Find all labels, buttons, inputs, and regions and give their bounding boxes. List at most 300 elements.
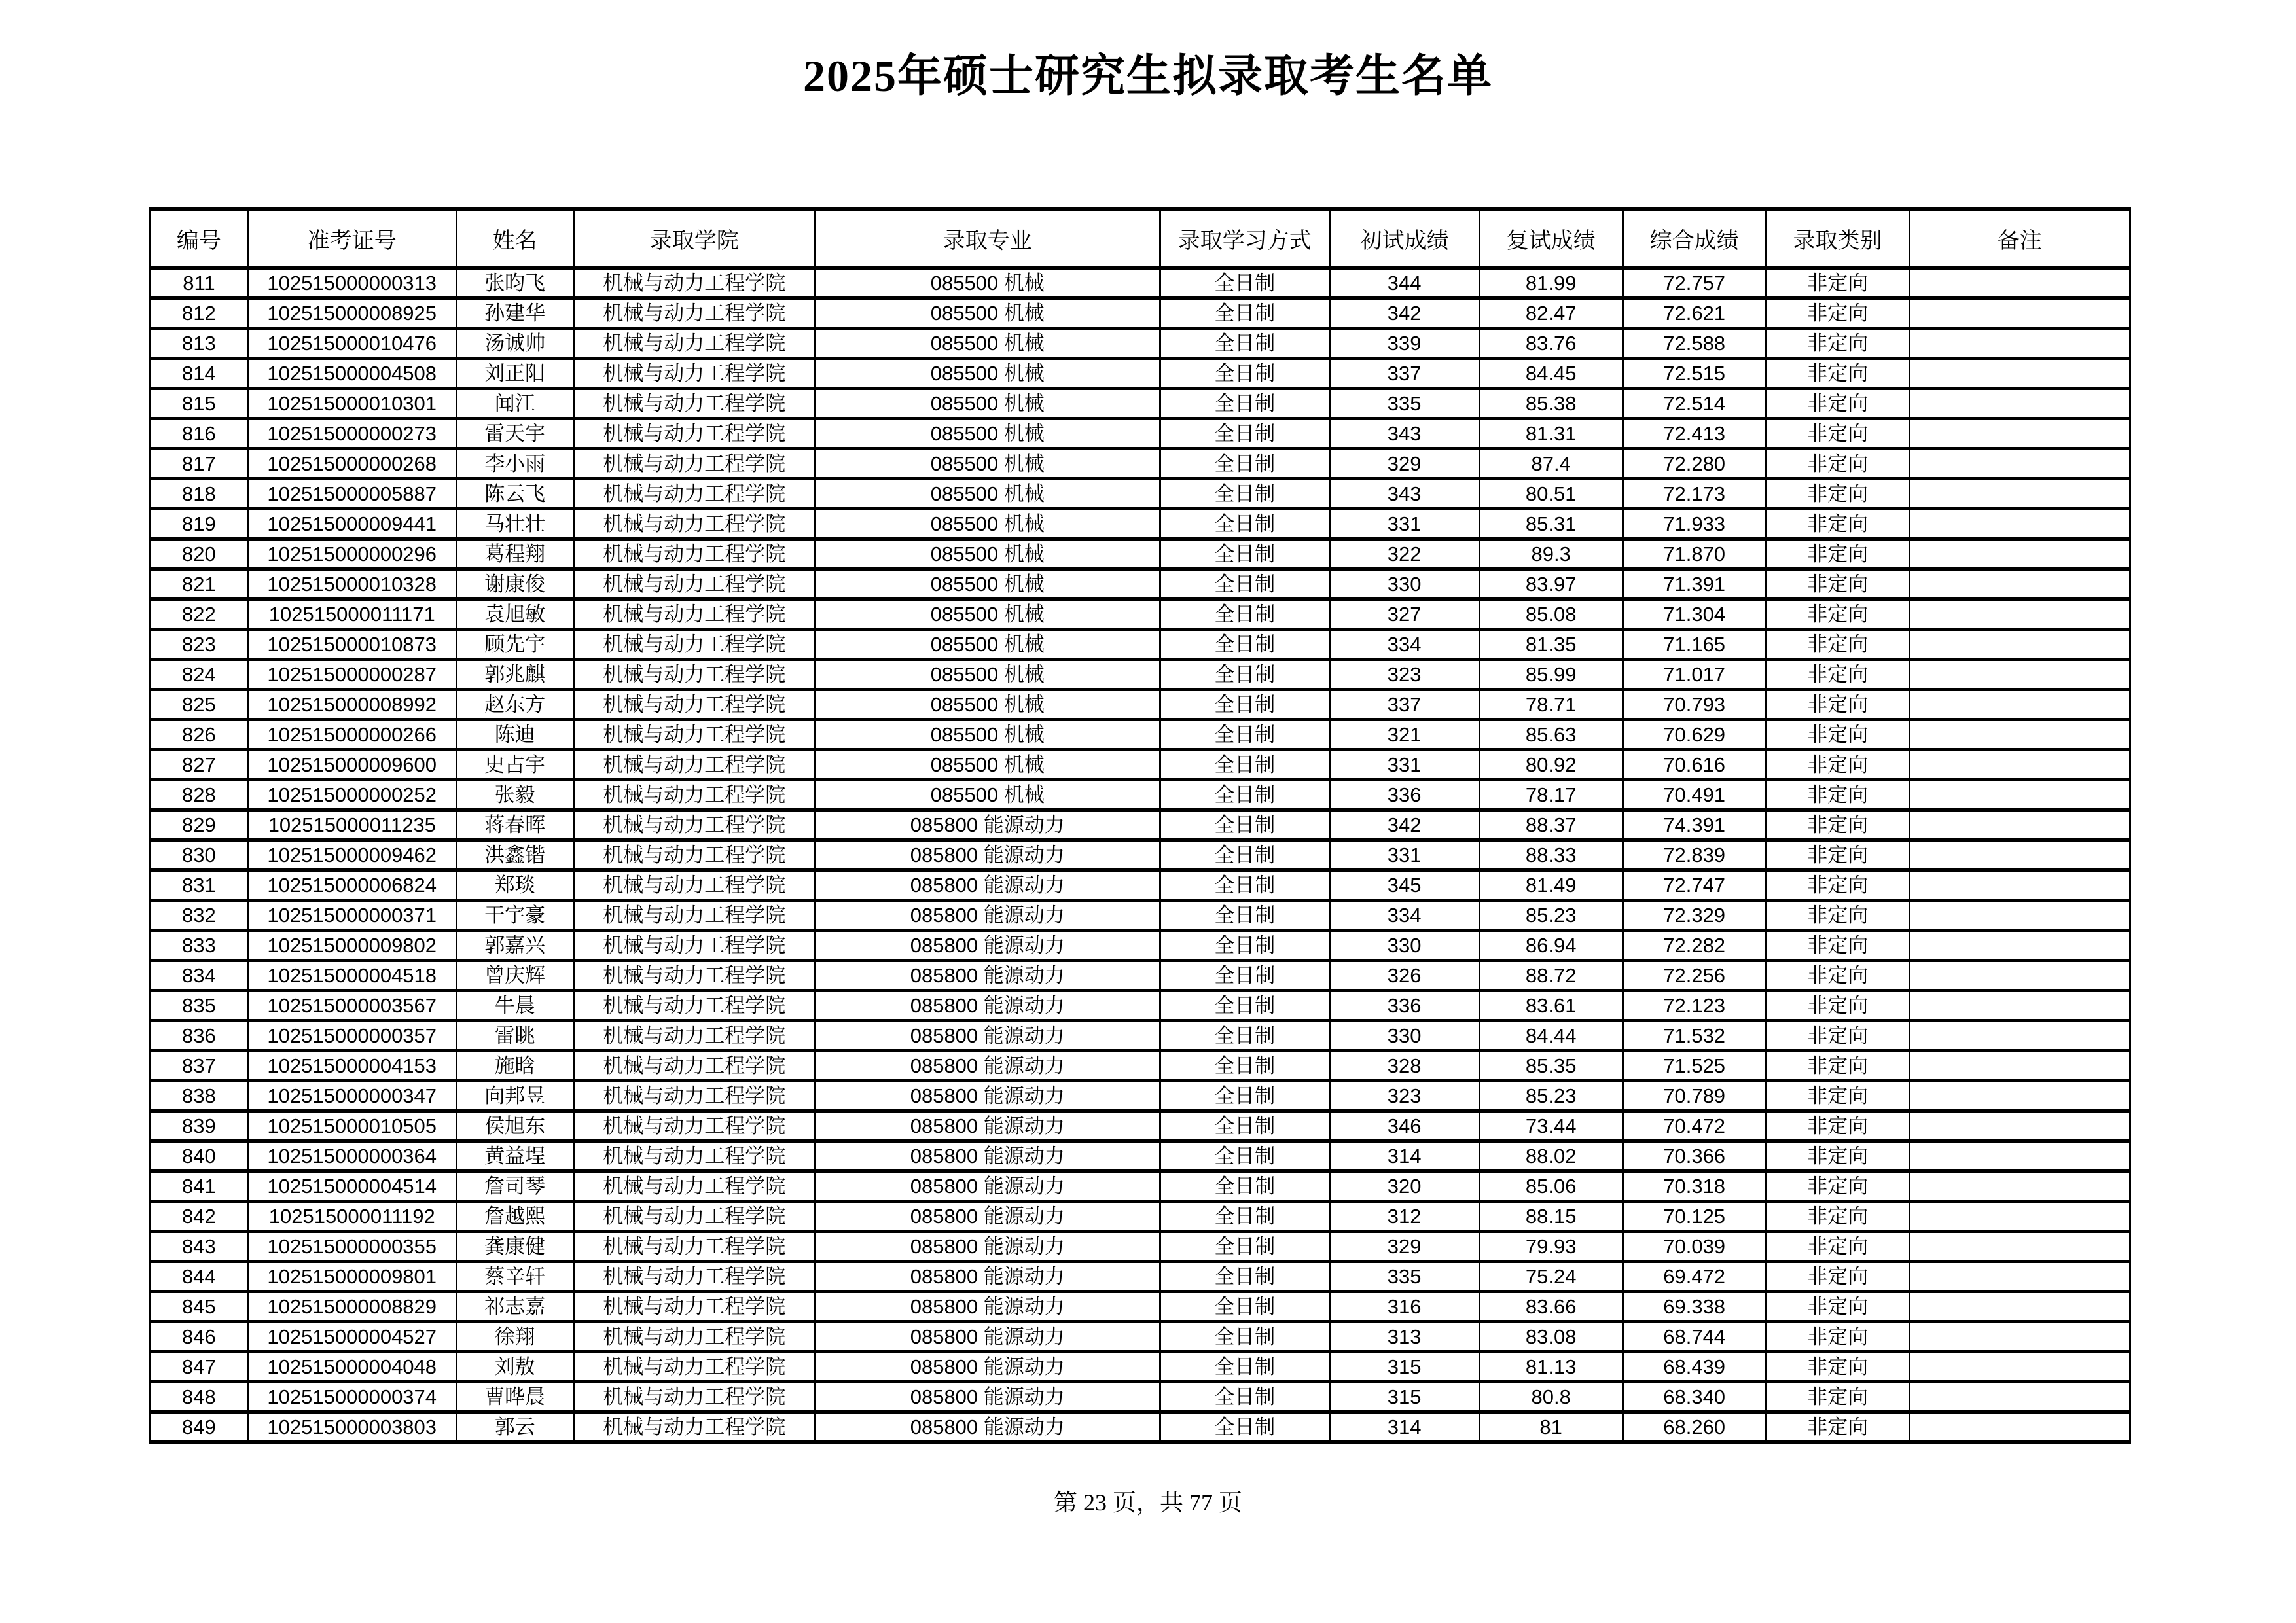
cell-remark [1909, 1202, 2130, 1232]
cell-college: 机械与动力工程学院 [573, 870, 815, 901]
cell-category: 非定向 [1766, 870, 1909, 901]
cell-retest-score: 85.35 [1479, 1051, 1623, 1081]
cell-study-mode: 全日制 [1160, 690, 1329, 720]
cell-study-mode: 全日制 [1160, 1262, 1329, 1292]
cell-remark [1909, 268, 2130, 298]
cell-study-mode: 全日制 [1160, 298, 1329, 329]
cell-exam-id: 102515000005887 [247, 479, 456, 509]
cell-number: 845 [151, 1292, 248, 1322]
table-row [151, 509, 2130, 539]
cell-category: 非定向 [1766, 509, 1909, 539]
cell-study-mode: 全日制 [1160, 780, 1329, 810]
cell-exam-id: 102515000000273 [247, 419, 456, 449]
cell-category: 非定向 [1766, 1262, 1909, 1292]
cell-initial-score: 342 [1329, 810, 1479, 840]
column-header-initial-score: 初试成绩 [1329, 209, 1479, 268]
cell-retest-score: 85.99 [1479, 660, 1623, 690]
cell-composite-score: 70.793 [1623, 690, 1766, 720]
cell-retest-score: 87.4 [1479, 449, 1623, 479]
cell-major: 085500 机械 [815, 539, 1160, 569]
cell-major: 085500 机械 [815, 329, 1160, 359]
cell-college: 机械与动力工程学院 [573, 1292, 815, 1322]
cell-major: 085500 机械 [815, 449, 1160, 479]
cell-college: 机械与动力工程学院 [573, 750, 815, 780]
cell-number: 825 [151, 690, 248, 720]
cell-college: 机械与动力工程学院 [573, 961, 815, 991]
cell-exam-id: 102515000008925 [247, 298, 456, 329]
cell-number: 823 [151, 630, 248, 660]
cell-remark [1909, 1232, 2130, 1262]
cell-composite-score: 72.588 [1623, 329, 1766, 359]
cell-major: 085500 机械 [815, 660, 1160, 690]
cell-college: 机械与动力工程学院 [573, 991, 815, 1021]
table-row [151, 359, 2130, 389]
cell-name: 曾庆辉 [456, 961, 573, 991]
cell-composite-score: 70.125 [1623, 1202, 1766, 1232]
column-header-study-mode: 录取学习方式 [1160, 209, 1329, 268]
cell-initial-score: 334 [1329, 901, 1479, 931]
cell-composite-score: 71.870 [1623, 539, 1766, 569]
cell-retest-score: 81.99 [1479, 268, 1623, 298]
cell-composite-score: 71.304 [1623, 599, 1766, 630]
cell-college: 机械与动力工程学院 [573, 389, 815, 419]
cell-exam-id: 102515000011171 [247, 599, 456, 630]
cell-initial-score: 336 [1329, 780, 1479, 810]
cell-name: 蔡辛轩 [456, 1262, 573, 1292]
cell-composite-score: 72.514 [1623, 389, 1766, 419]
cell-composite-score: 72.757 [1623, 268, 1766, 298]
cell-college: 机械与动力工程学院 [573, 569, 815, 599]
table-row [151, 630, 2130, 660]
column-header-exam-id: 准考证号 [247, 209, 456, 268]
column-header-retest-score: 复试成绩 [1479, 209, 1623, 268]
column-header-number: 编号 [151, 209, 248, 268]
cell-college: 机械与动力工程学院 [573, 1352, 815, 1382]
cell-initial-score: 329 [1329, 1232, 1479, 1262]
cell-major: 085500 机械 [815, 599, 1160, 630]
cell-name: 顾先宇 [456, 630, 573, 660]
cell-major: 085800 能源动力 [815, 1051, 1160, 1081]
cell-name: 雷眺 [456, 1021, 573, 1051]
cell-composite-score: 72.282 [1623, 931, 1766, 961]
cell-retest-score: 88.37 [1479, 810, 1623, 840]
cell-remark [1909, 810, 2130, 840]
cell-college: 机械与动力工程学院 [573, 509, 815, 539]
cell-college: 机械与动力工程学院 [573, 901, 815, 931]
cell-initial-score: 312 [1329, 1202, 1479, 1232]
header-row [151, 209, 2130, 268]
cell-name: 黄益埕 [456, 1141, 573, 1171]
page-footer: 第 23 页，共 77 页 [1053, 1489, 1242, 1516]
cell-category: 非定向 [1766, 1202, 1909, 1232]
cell-initial-score: 322 [1329, 539, 1479, 569]
cell-major: 085800 能源动力 [815, 1412, 1160, 1442]
cell-number: 815 [151, 389, 248, 419]
cell-initial-score: 313 [1329, 1322, 1479, 1352]
cell-retest-score: 85.06 [1479, 1171, 1623, 1202]
cell-number: 848 [151, 1382, 248, 1412]
cell-initial-score: 320 [1329, 1171, 1479, 1202]
cell-study-mode: 全日制 [1160, 901, 1329, 931]
cell-composite-score: 72.839 [1623, 840, 1766, 870]
cell-exam-id: 102515000004153 [247, 1051, 456, 1081]
cell-composite-score: 70.616 [1623, 750, 1766, 780]
cell-initial-score: 329 [1329, 449, 1479, 479]
cell-category: 非定向 [1766, 931, 1909, 961]
cell-major: 085800 能源动力 [815, 961, 1160, 991]
cell-number: 834 [151, 961, 248, 991]
cell-retest-score: 80.51 [1479, 479, 1623, 509]
cell-exam-id: 102515000008992 [247, 690, 456, 720]
page-title: 2025年硕士研究生拟录取考生名单 [802, 51, 1493, 101]
cell-category: 非定向 [1766, 359, 1909, 389]
cell-remark [1909, 780, 2130, 810]
column-header-name: 姓名 [456, 209, 573, 268]
cell-number: 846 [151, 1322, 248, 1352]
cell-remark [1909, 870, 2130, 901]
table-header [151, 209, 2130, 268]
table-row [151, 901, 2130, 931]
cell-exam-id: 102515000000347 [247, 1081, 456, 1111]
cell-major: 085800 能源动力 [815, 1322, 1160, 1352]
cell-major: 085500 机械 [815, 298, 1160, 329]
cell-exam-id: 102515000009600 [247, 750, 456, 780]
cell-exam-id: 102515000004514 [247, 1171, 456, 1202]
table-row [151, 1412, 2130, 1442]
cell-exam-id: 102515000003803 [247, 1412, 456, 1442]
cell-major: 085500 机械 [815, 509, 1160, 539]
cell-exam-id: 102515000009462 [247, 840, 456, 870]
cell-study-mode: 全日制 [1160, 1051, 1329, 1081]
cell-remark [1909, 298, 2130, 329]
table-body [151, 268, 2130, 1442]
cell-major: 085500 机械 [815, 569, 1160, 599]
cell-major: 085800 能源动力 [815, 1232, 1160, 1262]
cell-exam-id: 102515000011192 [247, 1202, 456, 1232]
cell-study-mode: 全日制 [1160, 389, 1329, 419]
table-row [151, 1292, 2130, 1322]
cell-category: 非定向 [1766, 991, 1909, 1021]
cell-retest-score: 80.8 [1479, 1382, 1623, 1412]
cell-composite-score: 72.256 [1623, 961, 1766, 991]
cell-name: 马壮壮 [456, 509, 573, 539]
cell-remark [1909, 750, 2130, 780]
cell-name: 徐翔 [456, 1322, 573, 1352]
cell-major: 085800 能源动力 [815, 1202, 1160, 1232]
cell-name: 张昀飞 [456, 268, 573, 298]
cell-remark [1909, 1262, 2130, 1292]
table-row [151, 1111, 2130, 1141]
cell-study-mode: 全日制 [1160, 991, 1329, 1021]
cell-composite-score: 70.789 [1623, 1081, 1766, 1111]
cell-major: 085500 机械 [815, 419, 1160, 449]
cell-study-mode: 全日制 [1160, 1171, 1329, 1202]
cell-name: 孙建华 [456, 298, 573, 329]
cell-study-mode: 全日制 [1160, 1202, 1329, 1232]
cell-college: 机械与动力工程学院 [573, 479, 815, 509]
cell-study-mode: 全日制 [1160, 1232, 1329, 1262]
cell-major: 085800 能源动力 [815, 1292, 1160, 1322]
table-row [151, 870, 2130, 901]
cell-category: 非定向 [1766, 419, 1909, 449]
cell-remark [1909, 991, 2130, 1021]
cell-composite-score: 74.391 [1623, 810, 1766, 840]
cell-name: 陈迪 [456, 720, 573, 750]
cell-composite-score: 72.621 [1623, 298, 1766, 329]
cell-name: 牛晨 [456, 991, 573, 1021]
cell-composite-score: 71.532 [1623, 1021, 1766, 1051]
cell-composite-score: 70.629 [1623, 720, 1766, 750]
cell-number: 843 [151, 1232, 248, 1262]
cell-study-mode: 全日制 [1160, 359, 1329, 389]
cell-remark [1909, 720, 2130, 750]
cell-number: 835 [151, 991, 248, 1021]
cell-study-mode: 全日制 [1160, 1292, 1329, 1322]
column-header-college: 录取学院 [573, 209, 815, 268]
cell-initial-score: 345 [1329, 870, 1479, 901]
cell-major: 085800 能源动力 [815, 901, 1160, 931]
cell-exam-id: 102515000000371 [247, 901, 456, 931]
cell-composite-score: 72.280 [1623, 449, 1766, 479]
cell-initial-score: 323 [1329, 660, 1479, 690]
cell-exam-id: 102515000000313 [247, 268, 456, 298]
table-row [151, 599, 2130, 630]
cell-category: 非定向 [1766, 1111, 1909, 1141]
cell-remark [1909, 1171, 2130, 1202]
cell-category: 非定向 [1766, 1141, 1909, 1171]
cell-category: 非定向 [1766, 720, 1909, 750]
cell-number: 847 [151, 1352, 248, 1382]
table-row [151, 1021, 2130, 1051]
cell-number: 827 [151, 750, 248, 780]
cell-composite-score: 71.017 [1623, 660, 1766, 690]
cell-major: 085500 机械 [815, 630, 1160, 660]
cell-study-mode: 全日制 [1160, 1141, 1329, 1171]
cell-college: 机械与动力工程学院 [573, 720, 815, 750]
cell-exam-id: 102515000000374 [247, 1382, 456, 1412]
cell-major: 085500 机械 [815, 268, 1160, 298]
table-row [151, 1051, 2130, 1081]
cell-study-mode: 全日制 [1160, 750, 1329, 780]
cell-retest-score: 75.24 [1479, 1262, 1623, 1292]
cell-exam-id: 102515000009801 [247, 1262, 456, 1292]
table-row [151, 1262, 2130, 1292]
cell-college: 机械与动力工程学院 [573, 840, 815, 870]
cell-exam-id: 102515000004508 [247, 359, 456, 389]
cell-number: 813 [151, 329, 248, 359]
cell-name: 郑琰 [456, 870, 573, 901]
cell-retest-score: 73.44 [1479, 1111, 1623, 1141]
cell-composite-score: 69.338 [1623, 1292, 1766, 1322]
cell-retest-score: 89.3 [1479, 539, 1623, 569]
cell-college: 机械与动力工程学院 [573, 1322, 815, 1352]
cell-exam-id: 102515000006824 [247, 870, 456, 901]
cell-retest-score: 83.97 [1479, 569, 1623, 599]
cell-category: 非定向 [1766, 599, 1909, 630]
column-header-category: 录取类别 [1766, 209, 1909, 268]
cell-college: 机械与动力工程学院 [573, 1202, 815, 1232]
cell-number: 820 [151, 539, 248, 569]
cell-study-mode: 全日制 [1160, 1412, 1329, 1442]
cell-category: 非定向 [1766, 1382, 1909, 1412]
cell-category: 非定向 [1766, 660, 1909, 690]
cell-number: 833 [151, 931, 248, 961]
cell-college: 机械与动力工程学院 [573, 539, 815, 569]
cell-exam-id: 102515000009802 [247, 931, 456, 961]
cell-initial-score: 337 [1329, 690, 1479, 720]
cell-initial-score: 323 [1329, 1081, 1479, 1111]
table-row [151, 449, 2130, 479]
table-row [151, 539, 2130, 569]
cell-major: 085800 能源动力 [815, 1382, 1160, 1412]
cell-name: 詹司琴 [456, 1171, 573, 1202]
cell-remark [1909, 509, 2130, 539]
cell-remark [1909, 1111, 2130, 1141]
cell-major: 085800 能源动力 [815, 1141, 1160, 1171]
cell-composite-score: 68.260 [1623, 1412, 1766, 1442]
cell-college: 机械与动力工程学院 [573, 1382, 815, 1412]
cell-composite-score: 72.747 [1623, 870, 1766, 901]
cell-category: 非定向 [1766, 1232, 1909, 1262]
cell-name: 刘正阳 [456, 359, 573, 389]
cell-composite-score: 72.123 [1623, 991, 1766, 1021]
cell-major: 085800 能源动力 [815, 870, 1160, 901]
cell-number: 837 [151, 1051, 248, 1081]
cell-study-mode: 全日制 [1160, 720, 1329, 750]
cell-major: 085500 机械 [815, 780, 1160, 810]
cell-college: 机械与动力工程学院 [573, 690, 815, 720]
column-header-remark: 备注 [1909, 209, 2130, 268]
cell-study-mode: 全日制 [1160, 1352, 1329, 1382]
cell-retest-score: 88.15 [1479, 1202, 1623, 1232]
table-row [151, 690, 2130, 720]
cell-name: 刘敖 [456, 1352, 573, 1382]
cell-category: 非定向 [1766, 268, 1909, 298]
cell-remark [1909, 660, 2130, 690]
cell-name: 袁旭敏 [456, 599, 573, 630]
cell-category: 非定向 [1766, 1051, 1909, 1081]
cell-college: 机械与动力工程学院 [573, 1021, 815, 1051]
cell-category: 非定向 [1766, 901, 1909, 931]
cell-number: 831 [151, 870, 248, 901]
cell-exam-id: 102515000000364 [247, 1141, 456, 1171]
cell-category: 非定向 [1766, 479, 1909, 509]
cell-category: 非定向 [1766, 750, 1909, 780]
cell-major: 085800 能源动力 [815, 1352, 1160, 1382]
cell-name: 詹越熙 [456, 1202, 573, 1232]
cell-composite-score: 70.318 [1623, 1171, 1766, 1202]
cell-category: 非定向 [1766, 539, 1909, 569]
cell-remark [1909, 901, 2130, 931]
cell-name: 祁志嘉 [456, 1292, 573, 1322]
cell-category: 非定向 [1766, 1021, 1909, 1051]
cell-retest-score: 85.38 [1479, 389, 1623, 419]
cell-college: 机械与动力工程学院 [573, 268, 815, 298]
cell-initial-score: 330 [1329, 569, 1479, 599]
cell-college: 机械与动力工程学院 [573, 1412, 815, 1442]
cell-remark [1909, 1051, 2130, 1081]
cell-exam-id: 102515000010476 [247, 329, 456, 359]
cell-category: 非定向 [1766, 329, 1909, 359]
cell-remark [1909, 690, 2130, 720]
cell-initial-score: 315 [1329, 1382, 1479, 1412]
cell-retest-score: 85.23 [1479, 1081, 1623, 1111]
cell-remark [1909, 1352, 2130, 1382]
table-row [151, 1382, 2130, 1412]
cell-initial-score: 331 [1329, 750, 1479, 780]
cell-name: 向邦昱 [456, 1081, 573, 1111]
cell-initial-score: 327 [1329, 599, 1479, 630]
cell-study-mode: 全日制 [1160, 961, 1329, 991]
cell-number: 826 [151, 720, 248, 750]
cell-initial-score: 328 [1329, 1051, 1479, 1081]
cell-number: 828 [151, 780, 248, 810]
cell-remark [1909, 359, 2130, 389]
cell-major: 085500 机械 [815, 359, 1160, 389]
cell-major: 085800 能源动力 [815, 991, 1160, 1021]
cell-major: 085800 能源动力 [815, 810, 1160, 840]
cell-study-mode: 全日制 [1160, 268, 1329, 298]
cell-category: 非定向 [1766, 810, 1909, 840]
table-row [151, 810, 2130, 840]
cell-exam-id: 102515000004518 [247, 961, 456, 991]
cell-name: 李小雨 [456, 449, 573, 479]
cell-exam-id: 102515000003567 [247, 991, 456, 1021]
cell-number: 842 [151, 1202, 248, 1232]
cell-name: 洪鑫锴 [456, 840, 573, 870]
cell-remark [1909, 1292, 2130, 1322]
cell-number: 844 [151, 1262, 248, 1292]
cell-composite-score: 68.744 [1623, 1322, 1766, 1352]
cell-remark [1909, 1141, 2130, 1171]
cell-initial-score: 321 [1329, 720, 1479, 750]
cell-initial-score: 314 [1329, 1141, 1479, 1171]
cell-study-mode: 全日制 [1160, 1111, 1329, 1141]
table-row [151, 780, 2130, 810]
cell-number: 849 [151, 1412, 248, 1442]
cell-retest-score: 84.44 [1479, 1021, 1623, 1051]
cell-study-mode: 全日制 [1160, 1021, 1329, 1051]
cell-study-mode: 全日制 [1160, 329, 1329, 359]
cell-number: 818 [151, 479, 248, 509]
cell-composite-score: 69.472 [1623, 1262, 1766, 1292]
cell-remark [1909, 389, 2130, 419]
cell-major: 085800 能源动力 [815, 1081, 1160, 1111]
cell-name: 郭兆麒 [456, 660, 573, 690]
cell-exam-id: 102515000010301 [247, 389, 456, 419]
cell-study-mode: 全日制 [1160, 630, 1329, 660]
cell-initial-score: 334 [1329, 630, 1479, 660]
cell-name: 张毅 [456, 780, 573, 810]
cell-category: 非定向 [1766, 1081, 1909, 1111]
cell-remark [1909, 1412, 2130, 1442]
cell-college: 机械与动力工程学院 [573, 1171, 815, 1202]
cell-composite-score: 72.329 [1623, 901, 1766, 931]
cell-initial-score: 346 [1329, 1111, 1479, 1141]
cell-remark [1909, 630, 2130, 660]
cell-initial-score: 337 [1329, 359, 1479, 389]
cell-retest-score: 83.76 [1479, 329, 1623, 359]
cell-study-mode: 全日制 [1160, 810, 1329, 840]
cell-exam-id: 102515000000296 [247, 539, 456, 569]
cell-remark [1909, 599, 2130, 630]
cell-exam-id: 102515000000266 [247, 720, 456, 750]
table-row [151, 329, 2130, 359]
cell-remark [1909, 1021, 2130, 1051]
cell-number: 830 [151, 840, 248, 870]
cell-remark [1909, 539, 2130, 569]
cell-initial-score: 336 [1329, 991, 1479, 1021]
